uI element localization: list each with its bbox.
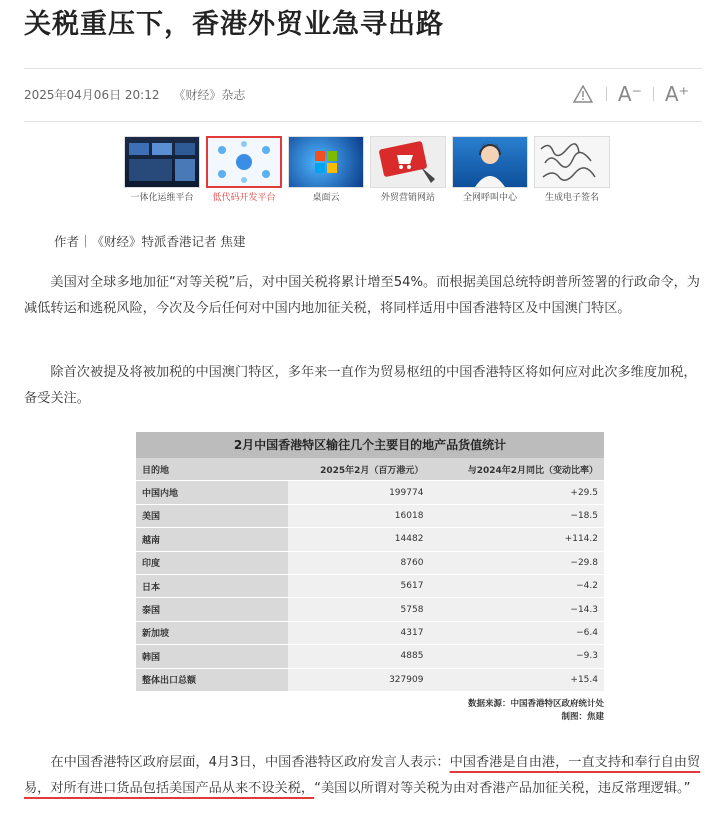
- highlighted-quote: 中国香港是自由港，一直支持和奉行自由贸易，对所有进口货品包括美国产品从来不设关税，: [24, 755, 701, 796]
- toolbar-divider: [606, 87, 607, 101]
- article-meta: [24, 86, 255, 103]
- paragraph-2: 除首次被提及将被加税的中国澳门特区，多年来一直作为贸易枢纽的中国香港特区将如何应对此次多维度加税，备受关注。: [24, 365, 697, 406]
- data-table: [136, 458, 604, 692]
- paragraph-3-quote: “美国以所谓对等关税为由对香港产品加征关税，违反常理逻辑。”: [314, 781, 691, 796]
- nodes-thumbnail-icon: [206, 136, 282, 188]
- ad-strip: [124, 136, 610, 203]
- col-header-destination: 目的地: [136, 458, 288, 481]
- table-row: 日本 5617 −4.2: [136, 574, 604, 597]
- ad-item-trade-website[interactable]: 外贸营销网站: [370, 136, 446, 203]
- paragraph-1: 美国对全球多地加征“对等关税”后，对中国关税将累计增至54%。而根据美国总统特朗普所签署的行政命令，为减低转运和逃税风险，今次及今后任何对中国内地加征关税，将同样适用中国香港特区及中国澳门特区。: [24, 275, 700, 316]
- article-toolbar: [570, 81, 690, 107]
- paragraph-3-lead: 在中国香港特区政府层面，4月3日，中国香港特区政府发言人表示：: [50, 755, 450, 770]
- cart-thumbnail-icon: [370, 136, 446, 188]
- table-credit: 制图：焦建: [561, 711, 604, 722]
- table-row: 越南 14482 +114.2: [136, 528, 604, 551]
- headset-thumbnail-icon: [452, 136, 528, 188]
- signature-thumbnail-icon: [534, 136, 610, 188]
- table-source-note: 数据来源：中国香港特区政府统计处: [467, 698, 604, 709]
- paragraph-3: [24, 750, 706, 802]
- table-footnote: [136, 698, 604, 724]
- table-row: 泰国 5758 −14.3: [136, 598, 604, 621]
- col-header-value: 2025年2月（百万港元）: [288, 458, 429, 481]
- ad-item-call-center[interactable]: 全网呼叫中心: [452, 136, 528, 203]
- font-increase-button[interactable]: A⁺: [664, 82, 690, 106]
- ad-item-desktop-cloud[interactable]: 桌面云: [288, 136, 364, 203]
- font-decrease-button[interactable]: A⁻: [617, 82, 643, 106]
- ad-item-e-signature[interactable]: 生成电子签名: [534, 136, 610, 203]
- col-header-change: 与2024年2月同比（变动比率）: [429, 458, 604, 481]
- table-row: 中国内地 199774 +29.5: [136, 481, 604, 504]
- dashboard-thumbnail-icon: [124, 136, 200, 188]
- ad-item-lowcode-platform[interactable]: 低代码开发平台: [206, 136, 282, 203]
- table-row: 韩国 4885 −9.3: [136, 645, 604, 668]
- table-row: 印度 8760 −29.8: [136, 551, 604, 574]
- export-stats-table: [136, 432, 604, 724]
- table-title: 2月中国香港特区输往几个主要目的地产品货值统计: [136, 432, 604, 458]
- toolbar-divider: [653, 87, 654, 101]
- article-title: 关税重压下，香港外贸业急寻出路: [24, 9, 444, 40]
- warning-icon[interactable]: [570, 81, 596, 107]
- article-author: 作者｜《财经》特派香港记者 焦建: [54, 234, 246, 249]
- publish-date: 2025年04月06日 20:12: [24, 88, 160, 102]
- table-row: 美国 16018 −18.5: [136, 504, 604, 527]
- ad-item-ops-platform[interactable]: 一体化运维平台: [124, 136, 200, 203]
- table-row: 整体出口总额 327909 +15.4: [136, 668, 604, 691]
- article-meta-bar: [24, 68, 702, 122]
- table-row: 新加坡 4317 −6.4: [136, 621, 604, 644]
- publication-source[interactable]: 《财经》杂志: [173, 88, 246, 102]
- windows-thumbnail-icon: [288, 136, 364, 188]
- table-header-row: [136, 458, 604, 481]
